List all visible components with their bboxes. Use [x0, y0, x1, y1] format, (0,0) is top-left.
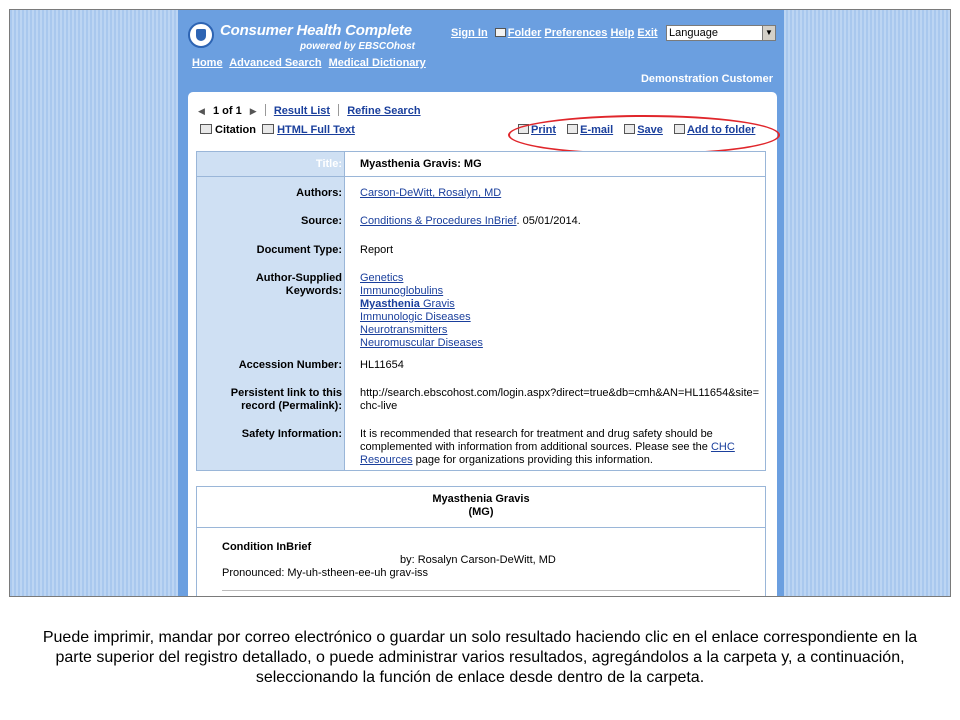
brand-title: Consumer Health Complete	[220, 22, 412, 39]
accession-label: Accession Number:	[238, 359, 342, 371]
full-text-section	[196, 486, 766, 597]
safety-label: Safety Information:	[241, 428, 342, 440]
exit-link[interactable]: Exit	[637, 27, 658, 39]
save-link[interactable]: Save	[637, 124, 663, 136]
home-link[interactable]: Home	[192, 57, 223, 69]
citation-record	[196, 151, 766, 471]
byline: by: Rosalyn Carson-DeWitt, MD	[400, 554, 556, 566]
citation-folder-icon	[200, 124, 212, 134]
app-window	[178, 10, 784, 597]
ebsco-logo-icon	[188, 22, 214, 48]
advanced-search-link[interactable]: Advanced Search	[229, 57, 322, 69]
keyword-link[interactable]: Immunologic Diseases	[360, 311, 471, 323]
permalink-label: Persistent link to this record (Permalink):	[230, 387, 342, 412]
keyword-link[interactable]: Immunoglobulins	[360, 285, 444, 297]
divider	[338, 104, 339, 116]
chevron-down-icon[interactable]: ▼	[762, 26, 775, 40]
sign-in-link[interactable]: Sign In	[451, 27, 488, 39]
top-links	[451, 27, 658, 39]
tab-citation[interactable]: Citation	[215, 124, 256, 136]
help-link[interactable]: Help	[610, 27, 635, 39]
customer-name: Demonstration Customer	[640, 73, 773, 85]
doctype-value: Report	[360, 244, 394, 256]
red-highlight-ellipse	[508, 115, 780, 155]
email-link[interactable]: E-mail	[580, 124, 614, 136]
chc-resources-link[interactable]: CHC Resources	[360, 441, 735, 466]
tab-html-full-text[interactable]: HTML Full Text	[277, 124, 355, 136]
slide-caption: Puede imprimir, mandar por correo electrónico o guardar un solo resultado haciendo clic en el enlace correspondiente en la parte superior del registro detallado, o puede administrar varios resultados, agregándolos a la carpeta y, a continuación, seleccionando la función de enlace desde dentro de la carpeta.	[42, 629, 918, 686]
keywords-list	[360, 272, 762, 350]
keyword-link[interactable]: Neurotransmitters	[360, 324, 448, 336]
full-text-heading: Myasthenia Gravis (MG)	[197, 487, 765, 528]
source-link[interactable]: Conditions & Procedures InBrief	[360, 215, 517, 227]
authors-label: Authors:	[296, 187, 342, 199]
keyword-link[interactable]: Myasthenia Gravis	[360, 298, 455, 310]
record-title: Myasthenia Gravis: MG	[360, 158, 482, 170]
doctype-label: Document Type:	[256, 244, 342, 256]
print-link[interactable]: Print	[531, 124, 557, 136]
refine-search-link[interactable]: Refine Search	[347, 105, 421, 117]
section-heading: Condition InBrief	[222, 541, 312, 553]
main-nav	[192, 57, 430, 69]
prev-result-icon[interactable]: ◀	[198, 106, 205, 116]
medical-dictionary-link[interactable]: Medical Dictionary	[328, 57, 426, 69]
result-count: 1 of 1	[212, 105, 242, 117]
accession-value: HL11654	[360, 359, 404, 371]
safety-text: It is recommended that research for treatment and drug safety should be complemented with information from additional sources. Please see the CHC Resources page for organizations providing this information.	[360, 428, 735, 466]
full-text-body	[222, 541, 742, 591]
language-select[interactable]	[666, 25, 776, 41]
detail-panel	[188, 92, 777, 597]
html-document-icon	[262, 124, 274, 134]
title-label: Title:	[315, 158, 342, 170]
pronunciation: Pronounced: My-uh-stheen-ee-uh grav-iss	[222, 567, 429, 579]
language-select-value: Language	[669, 27, 718, 39]
keywords-label: Author-Supplied Keywords:	[255, 272, 342, 297]
source-label: Source:	[301, 215, 342, 227]
label-column	[197, 152, 345, 470]
permalink-value: http://search.ebscohost.com/login.aspx?direct=true&db=cmh&AN=HL11654&site=chc-live	[360, 387, 760, 412]
divider	[222, 590, 740, 591]
add-to-folder-link[interactable]: Add to folder	[686, 124, 756, 136]
keyword-link[interactable]: Genetics	[360, 272, 404, 284]
brand-subtitle: powered by EBSCOhost	[300, 41, 416, 52]
divider	[265, 104, 266, 116]
folder-icon	[495, 28, 506, 37]
pager	[198, 104, 421, 117]
next-result-icon[interactable]: ▶	[249, 106, 257, 116]
preferences-link[interactable]: Preferences	[544, 27, 608, 39]
view-tabs	[200, 124, 355, 136]
author-link[interactable]: Carson-DeWitt, Rosalyn, MD	[360, 187, 502, 199]
result-list-link[interactable]: Result List	[273, 105, 331, 117]
folder-link[interactable]: Folder	[507, 27, 542, 39]
screenshot-frame	[9, 9, 951, 597]
keyword-link[interactable]: Neuromuscular Diseases	[360, 337, 483, 349]
source-date: . 05/01/2014.	[516, 215, 581, 227]
